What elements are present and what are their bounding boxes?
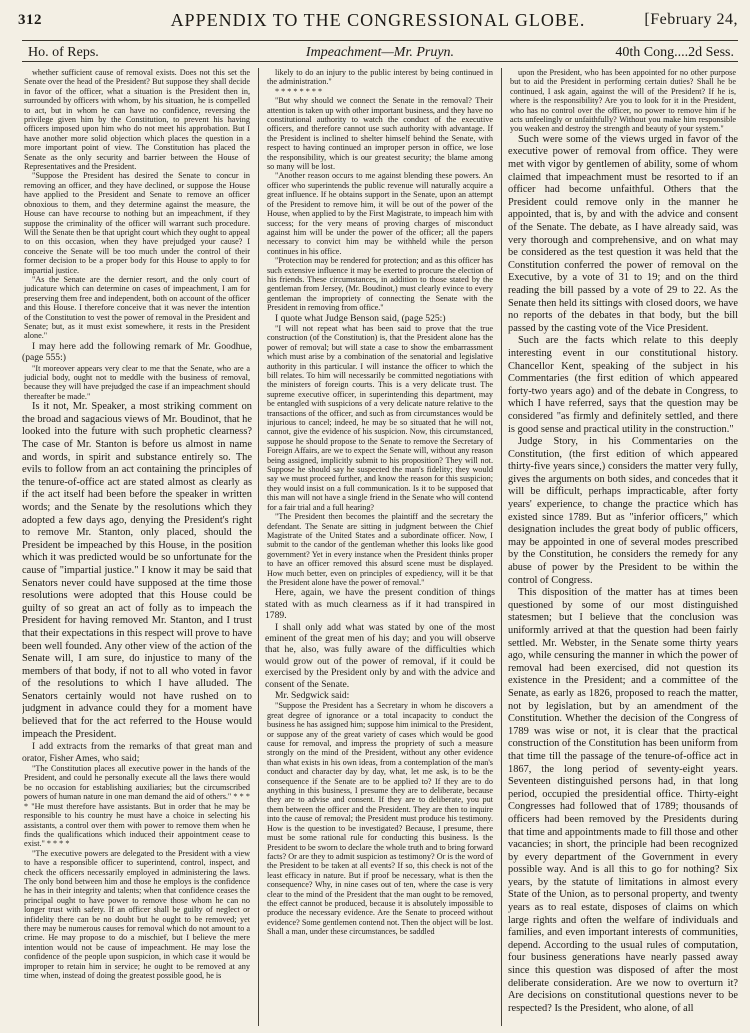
page-header (18, 10, 738, 32)
paragraph: whether sufficient cause of removal exists. Does not this set the Senate over the head of the President? But suppose they shall decide in favor of the officer, what a situation is the President then in, surrounded by officers with whom, by his situation, he is compelled to act, but in whom he can have no confidence, reversing the privilege given him by the Constitution, to prevent his having officers imposed upon him who do not meet his approbation. But I have another more solid objection which places the question in a more important point of view. The Constitution has placed the Senate as the only security and barrier between the House of Representatives and the President. (24, 68, 250, 172)
paragraph: upon the President, who has been appointed for no other purpose but to aid the President in performing certain duties? Shall he be continued, I ask again, against the will of the President? If he is, where is the responsibility? Are you to look for it in the President, who has no control over the officer, no power to remove him if he acts unfeelingly or unfaithfully? Without you make him responsible you weaken and destroy the strength and beauty of your system." (510, 68, 736, 134)
column-3 (508, 68, 738, 1026)
paragraph: Is it not, Mr. Speaker, a most striking comment on the broad and sagacious views of Mr. Boudinot, that he looked into the future with such prophetic clearness? The case of Mr. Stanton is before us almost in name and words, in spirit and substance entirely so. The evils to follow from an act containing the principles of the tenure-of-office act are stated almost as clearly as if the act itself had been before the speaker in written words; and the Senate by the resolutions which they adopted a few days ago, denying the President's right to remove Mr. Stanton, only placed, should the President be impeached by this House, in the position which it was predicted would be so unfortunate for the cause of "impartial justice." I know it may be said that Senators never could have supposed at the time those resolutions were adopted that this House could be guilty of so great an act of folly as to impeach the President for having removed Mr. Stanton, and I trust that their expectations in this respect will prove to have been well founded. Any other view of the action of the Senate will, I am sure, do injustice to many of the members of that body, if not to all who voted in favor of the resolutions to which I have alluded. The Senators certainly would not have rushed on to judgment in advance could they for a moment have believed that for the act referred to the House would impeach the President. (22, 401, 252, 740)
page-title: APPENDIX TO THE CONGRESSIONAL GLOBE. (170, 10, 586, 30)
paragraph: "The executive powers are delegated to the President with a view to have a responsible officer to superintend, control, inspect, and check the officers necessarily employed in administering the laws. The only bond between him and those he employs is the confidence he has in their integrity and talents; when that confidence ceases the principal ought to have power to remove those whom he can no longer trust with safety. If an officer shall be guilty of neglect or infidelity there can be no doubt but he ought to be removed; yet there may be numerous causes for removal which do not amount to a crime. He may propose to do a mischief, but I believe the mere intention would not be cause of impeachment. He may lose the confidence of the people upon suspicion, in which case it would be improper to retain him in service; he ought to be removed at any time when, instead of doing the greatest possible good, he is (24, 848, 250, 980)
paragraph: I shall only add what was stated by one of the most eminent of the great men of his day; and you will observe that he, also, was fully aware of the difficulties which would grow out of the power of removal, if it could be exercised by the President only by and with the advice and consent of the Senate. (265, 621, 495, 690)
paragraph: "Protection may be rendered for protection; and as this officer has such extensive influence it may be exerted to procure the election of his friends. These circumstances, in addition to those stated by the gentleman from Jersey, (Mr. Boudinot,) must clearly evince to every gentleman the impropriety of connecting the Senate with the President in removing from office." (267, 256, 493, 313)
paragraph: * * * * * * * * (275, 86, 323, 96)
paragraph: Such are the facts which relate to this deeply interesting event in our constitutional history. Chancellor Kent, speaking of the subject in his Commentaries (the first edition of which appeared forty-two years ago) and of the debate in Congress, to which I have referred, says that the question may be considered "as firmly and definitely settled, and there is good sense and practical utility in the construction." (508, 335, 738, 435)
paragraph: I quote what Judge Benson said, (page 525:) (275, 312, 446, 324)
paragraph: "Suppose the President has a Secretary in whom he discovers a great degree of ignorance or a total incapacity to conduct the business he has assigned him; suppose him inimical to the President, or suppose any of the great variety of cases which would be good cause for removal, and impress the propriety of such a measure strongly on the mind of the President, without any other evidence than what exists in his own ideas, from a contemplation of the man's conduct and character day by day, what, let me ask, is to be the consequence if the Senate are to be applied to? If they are to do anything in this business, I presume they are to deliberate, because they are to advise and consent. If they are to deliberate, you put them between the officer and the President. They are then to inquire into the cause of removal; the President must produce his testimony. How is the question to be investigated? Because, I presume, there must be some rational rule for conducting this business. Is the President to be sworn to declare the whole truth and to bring forward facts? Or are they to admit suspicion as testimony? Or is the word of the President to be taken at all events? If so, this check is not of the least efficacy in nature. But if proof be necessary, what is then the consequence? Why, in nine cases out of ten, where the case is very clear to the mind of the President that the man ought to be removed, the effect cannot be produced, because it is absolutely impossible to produce the necessary evidence. Are the Senate to proceed without evidence? Some gentlemen contend not. Then the object will be lost. Shall a man, under these circumstances, be saddled (267, 701, 494, 937)
page-number: 312 (18, 12, 42, 28)
paragraph: "Another reason occurs to me against blending these powers. An officer who superintends the public revenue will naturally acquire a great influence. If he obtains support in the Senate, upon an attempt of the President to remove him, it will be out of the power of the House, when applied to by the First Magistrate, to impeach him with success; for the very means of proving charges of misconduct against him will be under the power of the officer; all the papers necessary to convict him may be withheld while the person continues in his office. (267, 171, 493, 256)
paragraph: I add extracts from the remarks of that great man and orator, Fisher Ames, who said; (22, 741, 252, 764)
paragraph: "But why should we connect the Senate in the removal? Their attention is taken up with other important business, and they have no constitutional authority to watch the conduct of the executive officers, and therefore cannot use such authority with advantage. If the President is inclined to shelter himself behind the Senate, with respect to having continued an improper person in office, we lose the responsibility, which is our greatest security; the blame among so many will be lost. (267, 96, 493, 172)
paragraph: This disposition of the matter has at times been questioned by some of our most distinguished statesmen; but I believe that the conclusion was uniformly arrived at that the question had been fairly settled. Mr. Webster, in the Senate some thirty years ago, while censuring the manner in which the power of removal had been exercised, did not question its existence in the President; and a committee of the Senate, as early as 1826, proposed to reach the matter, not by legislation, but by an amendment of the Constitution. Whether the decision of the Congress of 1789 was wise or not, it is clear that the practical construction of the Constitution has been uniform from that time till the passage of the tenure-of-office act in 1867, the long period of seventy-eight years. Seventeen distinguished persons had, in that long period, occupied the presidential office. Thirty-eight Congresses had followed that of 1789; thousands of officers had been removed by the Presidents during that time and appointments made to fill those and other vacancies; in short, the principle had been recognized by every department of the Government in every possible way. And is all this to go for nothing? Six years, by the statute of limitations in almost every State of the Union, as to personal property, and twenty years as to real estate, disposes of claims on which large rights and often the welfare of individuals and families, and even important interests of communities, depend. According to the usual rules of computation, four business generations have nearly passed away since this question was disposed of after the most deliberate consideration. Are we now to overturn it? Are decisions on constitutional questions never to be respected? Is the President, who alone, of all (508, 587, 738, 1014)
paragraph: "It moreover appears very clear to me that the Senate, who are a judicial body, ought not to meddle with the business of removal, because they will have prejudged the case if an impeachment should thereafter be made." (24, 363, 250, 401)
column-divider (258, 68, 259, 1026)
paragraph: "As the Senate are the dernier resort, and the only court of judicature which can determine on cases of impeachment, I am for preserving them free and independent, both on account of the officer and this House. I therefore conceive that it was never the intention of the Constitution to vest the power of removal in the President and Senate; but, as it must exist somewhere, it rests in the President alone." (24, 274, 250, 341)
section-session: 40th Cong....2d Sess. (615, 45, 734, 60)
paragraph: "Suppose the President has desired the Senate to concur in removing an officer, and they have declined, or suppose the House have applied to the President and Senate to remove an officer obnoxious to them, and they determine against the measure, the House can have recourse to nothing but an impeachment, if they suppose the criminality of the officer will warrant such procedure. Will the Senate then be that upright court which they ought to appeal to on this occasion, when they have prejudged your cause? I conceive the Senate will be too much under the control of their former decision to be a proper body for this House to apply to for impartial justice. (24, 171, 250, 275)
section-header (22, 40, 738, 62)
article-columns (22, 68, 740, 1026)
section-topic: Impeachment—Mr. Pruyn. (305, 45, 455, 60)
paragraph: Judge Story, in his Commentaries on the Constitution, (the first edition of which appeared thirty-five years since,) considers the matter very fully, gives the arguments on both sides, and concedes that it will be difficult, perhaps impracticable, after forty years' experience, to change the practice which has existed since 1789. But as "inferior officers," which designation includes the great body of public officers, may be appointed in one of several modes prescribed by the Constitution, he considers the remedy for any abuse of power by the President to be within the control of Congress. (508, 436, 738, 586)
paragraph: I may here add the following remark of Mr. Goodhue, (page 555:) (22, 340, 252, 364)
paragraph: Such were some of the views urged in favor of the executive power of removal from office. They were met with vigor by gentlemen of ability, some of whom claimed that impeachment must be resorted to if an officer had become unfaithful. Others that the President could remove only in the manner he appointed, that is, by and with the advice and consent of the Senate. The debate, as I have already said, was very thorough and comprehensive, and on what may be considered as the test question it was held that the Constitution conferred the power of removal on the Executive, by a vote of 31 to 19; and on the third reading the bill passed by a vote of 29 to 22. As the Senate then held its sittings with closed doors, we have no reports of the debates in that body, but the bill passed by the casting vote of the Vice President. (508, 133, 738, 334)
paragraph: "The Constitution places all executive power in the hands of the President, and could he personally execute all the laws there would be no occasion for establishing auxiliaries; but the circumscribed powers of human nature in one man demand the aid of others." * * * * "He must therefore have assistants. But in order that he may be responsible to his country he must have a choice in selecting his assistants, a control over them with power to remove them when he finds the qualifications which induced their appointment cease to exist." * * * * (24, 764, 250, 849)
issue-date: [February 24, (644, 11, 738, 28)
paragraph: Here, again, we have the present condition of things stated with as much clearness as if it had transpired in 1789. (265, 587, 495, 622)
paragraph: Mr. Sedgwick said: (275, 690, 350, 701)
column-1 (22, 68, 252, 1026)
section-house: Ho. of Reps. (28, 45, 99, 60)
column-divider (501, 68, 502, 1026)
paragraph: "The President then becomes the plaintiff and the secretary the defendant. The Senate are sitting in judgment between the Chief Magistrate of the United States and a subordinate officer. Now, I submit to the candor of the gentleman whether this looks like good government? Yet in every instance when the President thinks proper to have an officer removed this absurd scene must be displayed. How much better, even on principles of expediency, will it be that the President alone have the power of removal." (267, 512, 493, 587)
paragraph: likely to do an injury to the public interest by being continued in the administration." (267, 68, 493, 87)
paragraph: "I will not repeat what has been said to prove that the true construction (of the Constitution) is, that the President alone has the power of removal; but will state a case to show the embarrassment which must arise by a combination of the senatorial and legislative authority in this particular. I will instance the officer to which the bill relates. To him will necessarily be committed negotiations with the ministers of foreign courts. This is a very delicate trust. The supreme executive officer, in superintending this department, may be entangled with suspicions of a very delicate nature relative to the transactions of the officer, and such as from circumstances would be injurious to cancel; indeed, he may be so situated that he will not, cannot, give the evidence of his suspicion. Now, this circumstanced, suppose he should propose to the Senate to remove the Secretary of Foreign Affairs, are we to expect the Senate will, without any reason being assigned, implicitly submit to his proposition? They will not. Suppose he should say he suspected the man's fidelity; they would say we must proceed further, and know the reason for this suspicion; they would insist on a full communication. Is it to be supposed that this man will not have a single friend in the Senate who will contend for a fair trial and a full hearing? (267, 323, 493, 512)
column-2 (265, 68, 495, 1026)
